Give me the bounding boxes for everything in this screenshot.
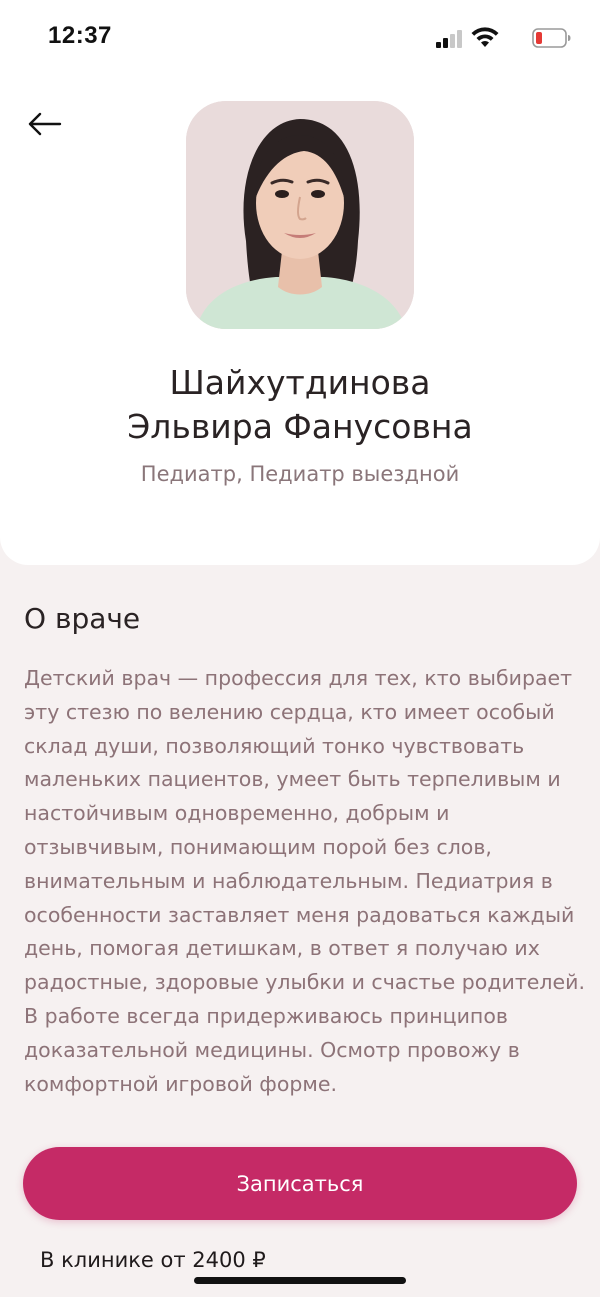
- doctor-surname: Шайхутдинова: [169, 363, 431, 402]
- cellular-signal-icon: [436, 30, 464, 48]
- about-section-title: О враче: [24, 602, 141, 635]
- clinic-price: В клинике от 2400 ₽: [40, 1248, 266, 1272]
- doctor-specialty: Педиатр, Педиатр выездной: [140, 462, 460, 486]
- about-line: особенности заставляет меня радоваться каждый: [24, 902, 575, 927]
- about-line: эту стезю по велению сердца, кто имеет особый: [24, 699, 555, 724]
- status-bar: [0, 0, 600, 80]
- arrow-left-icon: [26, 111, 62, 137]
- about-line: Детский врач — профессия для тех, кто выбирает: [24, 666, 573, 690]
- about-line: комфортной игровой форме.: [24, 1071, 337, 1096]
- wifi-icon: [470, 26, 500, 48]
- about-line: внимательным и наблюдательным. Педиатрия в: [24, 868, 553, 893]
- about-line: В работе всегда придерживаюсь принципов: [24, 1003, 508, 1028]
- about-line: маленьких пациентов, умеет быть терпеливым и: [24, 767, 561, 792]
- about-line: доказательной медицины. Осмотр провожу в: [24, 1037, 520, 1062]
- home-indicator[interactable]: [194, 1277, 406, 1284]
- status-time: 12:37: [48, 22, 112, 49]
- about-line: радостные, здоровые улыбки и счастье родителей.: [24, 970, 585, 995]
- doctor-given-names: Эльвира Фанусовна: [127, 407, 473, 446]
- battery-icon: [532, 28, 572, 48]
- status-icons: [432, 26, 572, 50]
- doctor-name: [0, 361, 600, 449]
- book-appointment-button[interactable]: Записаться: [23, 1147, 577, 1220]
- doctor-photo: [186, 101, 414, 329]
- about-line: склад души, позволяющий тонко чувствовать: [24, 733, 525, 758]
- doctor-portrait-image: [186, 101, 414, 329]
- back-button[interactable]: [22, 104, 66, 144]
- about-description: [24, 662, 584, 1101]
- about-line: отзывчивым, понимающим порой без слов,: [24, 834, 492, 859]
- about-line: настойчивым одновременно, добрым и: [24, 801, 450, 826]
- about-line: день, помогая детишкам, в ответ я получаю их: [24, 936, 540, 961]
